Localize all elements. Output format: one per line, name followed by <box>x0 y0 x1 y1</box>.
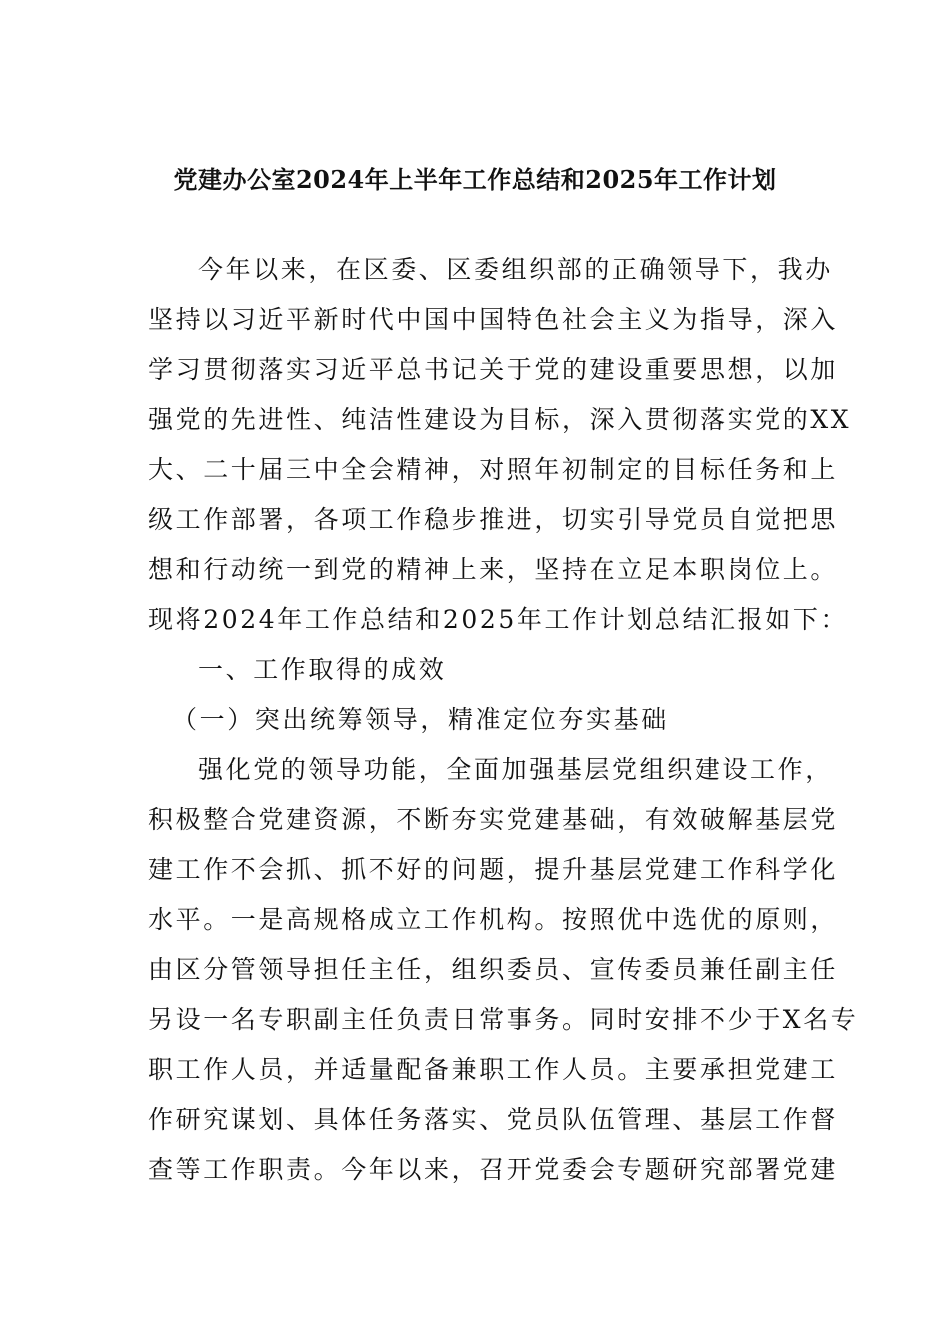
subsection-heading: （一）突出统筹领导，精准定位夯实基础 <box>172 705 669 734</box>
paragraph-line: 积极整合党建资源，不断夯实党建基础，有效破解基层党 <box>148 805 839 834</box>
paragraph-line: 另设一名专职副主任负责日常事务。同时安排不少于X名专 <box>148 1005 859 1034</box>
document-title: 党建办公室2024年上半年工作总结和2025年工作计划 <box>173 165 777 194</box>
paragraph-line: 由区分管领导担任主任，组织委员、宣传委员兼任副主任 <box>148 955 839 984</box>
paragraph-line: 强化党的领导功能，全面加强基层党组织建设工作， <box>198 755 833 784</box>
paragraph-line: 查等工作职责。今年以来，召开党委会专题研究部署党建 <box>148 1155 839 1184</box>
paragraph-line: 级工作部署，各项工作稳步推进，切实引导党员自觉把思 <box>148 505 839 534</box>
paragraph-line: 强党的先进性、纯洁性建设为目标，深入贯彻落实党的XX <box>148 405 852 434</box>
paragraph-line: 作研究谋划、具体任务落实、党员队伍管理、基层工作督 <box>148 1105 839 1134</box>
paragraph-line: 今年以来，在区委、区委组织部的正确领导下，我办 <box>198 255 833 284</box>
paragraph-line: 大、二十届三中全会精神，对照年初制定的目标任务和上 <box>148 455 839 484</box>
paragraph-line: 职工作人员，并适量配备兼职工作人员。主要承担党建工 <box>148 1055 839 1084</box>
paragraph-line: 水平。一是高规格成立工作机构。按照优中选优的原则， <box>148 905 839 934</box>
paragraph-line: 现将2024年工作总结和2025年工作计划总结汇报如下： <box>148 605 849 634</box>
paragraph-line: 建工作不会抓、抓不好的问题，提升基层党建工作科学化 <box>148 855 839 884</box>
paragraph-line: 想和行动统一到党的精神上来，坚持在立足本职岗位上。 <box>148 555 839 584</box>
paragraph-line: 坚持以习近平新时代中国中国特色社会主义为指导，深入 <box>148 305 839 334</box>
paragraph-line: 学习贯彻落实习近平总书记关于党的建设重要思想，以加 <box>148 355 839 384</box>
section-heading: 一、工作取得的成效 <box>198 655 447 684</box>
